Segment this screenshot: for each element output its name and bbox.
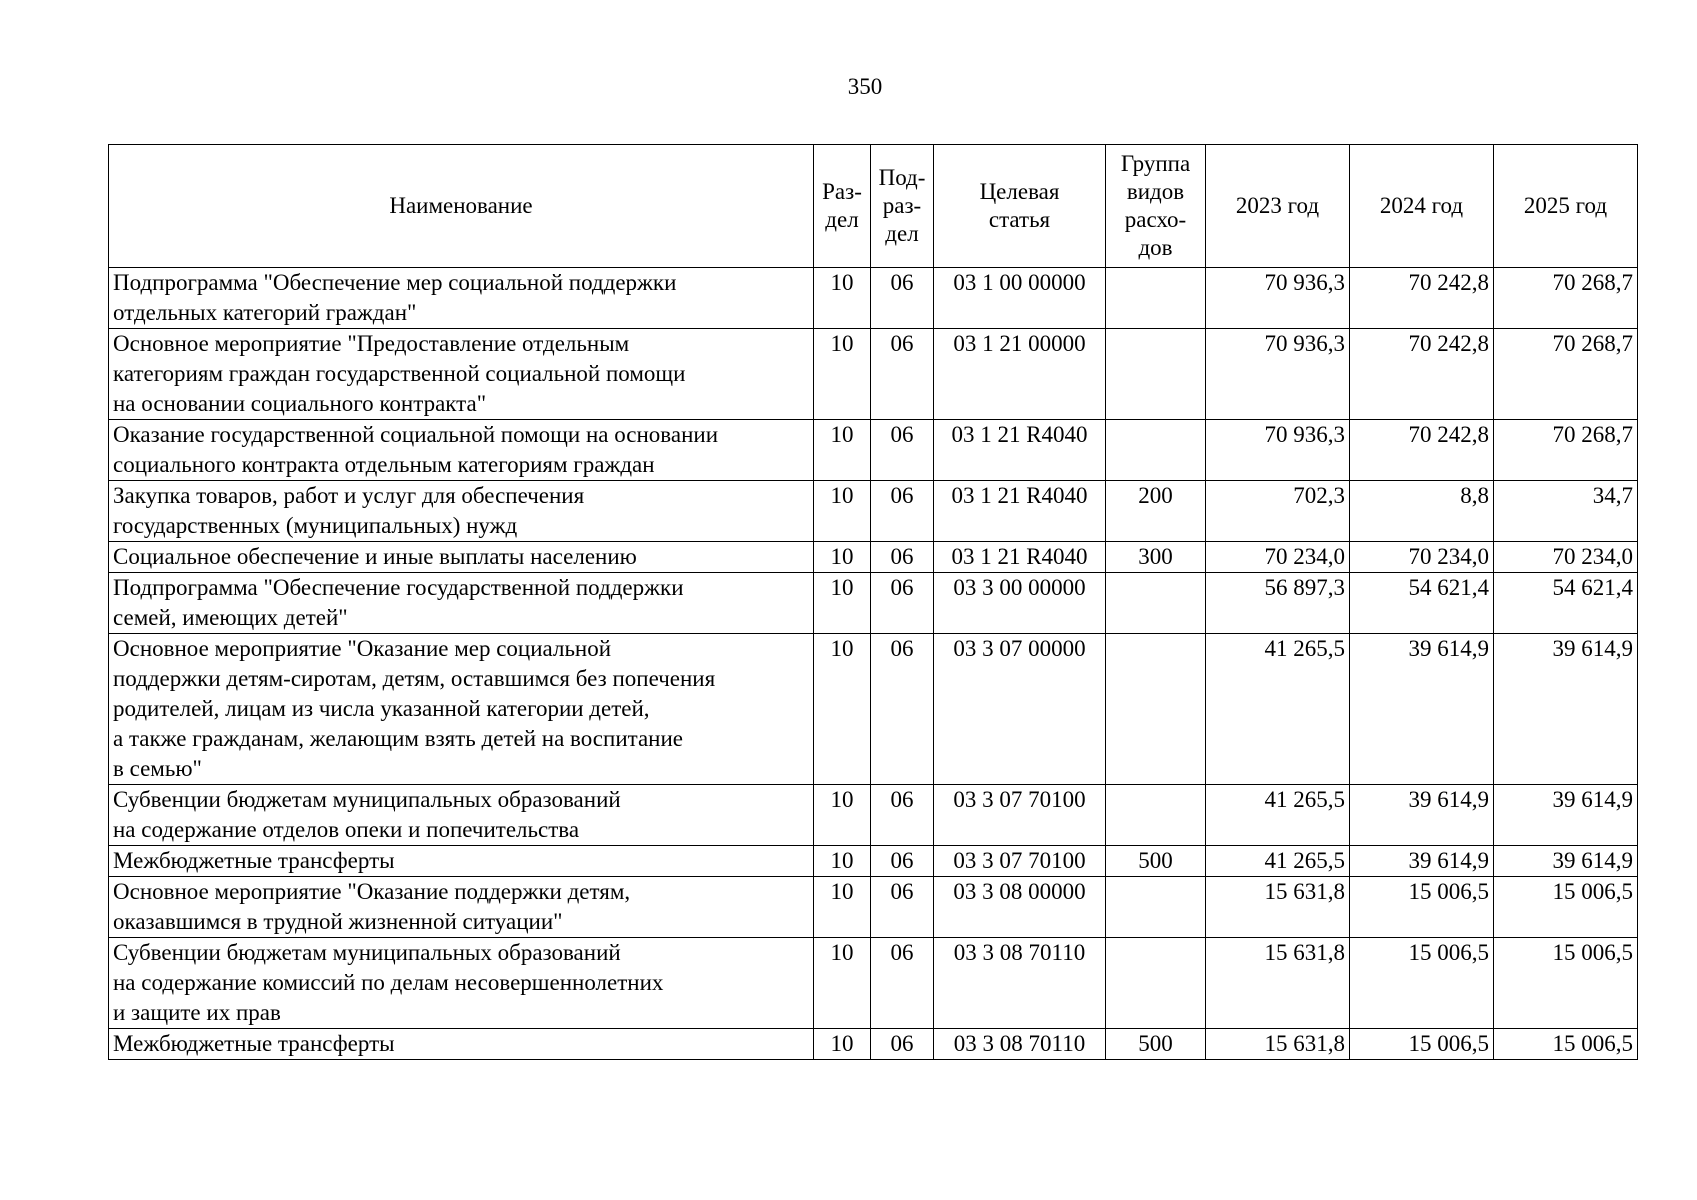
cell-razdel: 10 (814, 481, 871, 542)
cell-name (109, 268, 814, 329)
cell-year-2023: 70 936,3 (1206, 420, 1350, 481)
cell-year-2023: 70 936,3 (1206, 268, 1350, 329)
cell-group (1106, 573, 1206, 634)
cell-razdel: 10 (814, 938, 871, 1029)
cell-name-line: а также гражданам, желающим взять детей на воспитание (113, 726, 684, 751)
cell-name (109, 420, 814, 481)
table-row (109, 481, 1638, 542)
cell-name-line: государственных (муниципальных) нужд (113, 513, 518, 538)
cell-podrazdel: 06 (871, 634, 934, 785)
cell-target: 03 3 07 70100 (934, 846, 1106, 877)
cell-podrazdel: 06 (871, 268, 934, 329)
cell-razdel: 10 (814, 846, 871, 877)
cell-year-2023: 702,3 (1206, 481, 1350, 542)
cell-year-2023: 41 265,5 (1206, 634, 1350, 785)
cell-name-line: Подпрограмма "Обеспечение государственной поддержки (113, 575, 684, 600)
cell-podrazdel: 06 (871, 1029, 934, 1060)
cell-year-2023: 41 265,5 (1206, 785, 1350, 846)
header-name: Наименование (109, 145, 814, 268)
cell-name-line: на содержание комиссий по делам несовершеннолетних (113, 970, 664, 995)
cell-target: 03 3 08 00000 (934, 877, 1106, 938)
cell-target: 03 1 21 R4040 (934, 420, 1106, 481)
cell-target: 03 1 00 00000 (934, 268, 1106, 329)
cell-target: 03 3 00 00000 (934, 573, 1106, 634)
cell-name-line: оказавшимся в трудной жизненной ситуации" (113, 909, 563, 934)
cell-name-line: Социальное обеспечение и иные выплаты населению (113, 544, 637, 569)
cell-year-2025: 70 268,7 (1494, 268, 1638, 329)
header-razdel-line: Раз- (822, 179, 862, 204)
cell-year-2023: 15 631,8 (1206, 877, 1350, 938)
cell-name (109, 573, 814, 634)
cell-year-2023: 41 265,5 (1206, 846, 1350, 877)
cell-name-line: социального контракта отдельным категориям граждан (113, 452, 655, 477)
header-target (934, 145, 1106, 268)
cell-year-2024: 54 621,4 (1350, 573, 1494, 634)
cell-podrazdel: 06 (871, 846, 934, 877)
cell-group (1106, 634, 1206, 785)
cell-name (109, 846, 814, 877)
cell-razdel: 10 (814, 268, 871, 329)
cell-podrazdel: 06 (871, 542, 934, 573)
cell-year-2023: 15 631,8 (1206, 938, 1350, 1029)
cell-name-line: Основное мероприятие "Оказание поддержки детям, (113, 879, 631, 904)
cell-target: 03 3 07 70100 (934, 785, 1106, 846)
cell-group: 300 (1106, 542, 1206, 573)
header-podrazdel-line: раз- (882, 193, 922, 218)
cell-target: 03 3 07 00000 (934, 634, 1106, 785)
cell-group: 500 (1106, 1029, 1206, 1060)
cell-name-line: категориям граждан государственной социальной помощи (113, 361, 686, 386)
header-target-line: Целевая (979, 179, 1060, 204)
cell-year-2025: 70 268,7 (1494, 420, 1638, 481)
cell-year-2025: 39 614,9 (1494, 846, 1638, 877)
header-podrazdel-line: дел (885, 221, 919, 246)
cell-name (109, 1029, 814, 1060)
header-razdel (814, 145, 871, 268)
cell-name-line: поддержки детям-сиротам, детям, оставшимся без попечения (113, 666, 716, 691)
cell-target: 03 1 21 00000 (934, 329, 1106, 420)
cell-group (1106, 938, 1206, 1029)
cell-year-2024: 15 006,5 (1350, 1029, 1494, 1060)
cell-year-2025: 15 006,5 (1494, 1029, 1638, 1060)
header-group-line: Группа (1120, 151, 1191, 176)
table-row (109, 542, 1638, 573)
cell-year-2025: 34,7 (1494, 481, 1638, 542)
cell-name (109, 877, 814, 938)
budget-table (108, 144, 1638, 1060)
cell-name-line: на основании социального контракта" (113, 391, 487, 416)
cell-podrazdel: 06 (871, 420, 934, 481)
cell-name-line: и защите их прав (113, 1000, 281, 1025)
cell-year-2025: 15 006,5 (1494, 877, 1638, 938)
header-podrazdel (871, 145, 934, 268)
cell-razdel: 10 (814, 785, 871, 846)
cell-year-2025: 54 621,4 (1494, 573, 1638, 634)
table-row (109, 268, 1638, 329)
table-header-row (109, 145, 1638, 268)
cell-year-2025: 39 614,9 (1494, 634, 1638, 785)
cell-target: 03 1 21 R4040 (934, 481, 1106, 542)
header-year-2024: 2024 год (1350, 145, 1494, 268)
cell-target: 03 3 08 70110 (934, 938, 1106, 1029)
table-row (109, 877, 1638, 938)
table-row (109, 634, 1638, 785)
cell-name (109, 542, 814, 573)
cell-year-2024: 39 614,9 (1350, 846, 1494, 877)
cell-podrazdel: 06 (871, 573, 934, 634)
cell-group (1106, 877, 1206, 938)
cell-podrazdel: 06 (871, 785, 934, 846)
cell-name-line: Закупка товаров, работ и услуг для обеспечения (113, 483, 585, 508)
cell-year-2024: 8,8 (1350, 481, 1494, 542)
table-row (109, 938, 1638, 1029)
cell-name-line: Межбюджетные трансферты (113, 1031, 395, 1056)
header-group-line: дов (1138, 235, 1173, 260)
cell-group: 200 (1106, 481, 1206, 542)
cell-year-2023: 70 234,0 (1206, 542, 1350, 573)
cell-razdel: 10 (814, 1029, 871, 1060)
cell-year-2024: 70 242,8 (1350, 420, 1494, 481)
header-podrazdel-line: Под- (878, 165, 926, 190)
cell-year-2025: 39 614,9 (1494, 785, 1638, 846)
cell-year-2025: 70 268,7 (1494, 329, 1638, 420)
cell-name-line: Субвенции бюджетам муниципальных образований (113, 787, 621, 812)
cell-podrazdel: 06 (871, 938, 934, 1029)
header-target-line: статья (988, 207, 1051, 232)
cell-name-line: Основное мероприятие "Оказание мер социальной (113, 636, 612, 661)
header-year-2025: 2025 год (1494, 145, 1638, 268)
cell-year-2024: 70 234,0 (1350, 542, 1494, 573)
cell-name-line: семей, имеющих детей" (113, 605, 348, 630)
cell-name (109, 785, 814, 846)
header-group (1106, 145, 1206, 268)
cell-name (109, 938, 814, 1029)
table-row (109, 420, 1638, 481)
cell-name-line: на содержание отделов опеки и попечительства (113, 817, 580, 842)
cell-name-line: отдельных категорий граждан" (113, 300, 417, 325)
cell-name (109, 634, 814, 785)
cell-year-2025: 15 006,5 (1494, 938, 1638, 1029)
cell-group: 500 (1106, 846, 1206, 877)
cell-razdel: 10 (814, 877, 871, 938)
cell-year-2023: 70 936,3 (1206, 329, 1350, 420)
table-body (109, 268, 1638, 1060)
table-row (109, 846, 1638, 877)
cell-name (109, 481, 814, 542)
cell-year-2023: 15 631,8 (1206, 1029, 1350, 1060)
cell-name-line: Основное мероприятие "Предоставление отдельным (113, 331, 630, 356)
cell-podrazdel: 06 (871, 329, 934, 420)
cell-target: 03 3 08 70110 (934, 1029, 1106, 1060)
cell-year-2024: 70 242,8 (1350, 268, 1494, 329)
cell-name-line: Оказание государственной социальной помощи на основании (113, 422, 718, 447)
table-row (109, 785, 1638, 846)
cell-razdel: 10 (814, 420, 871, 481)
cell-podrazdel: 06 (871, 877, 934, 938)
cell-razdel: 10 (814, 329, 871, 420)
cell-name-line: Подпрограмма "Обеспечение мер социальной поддержки (113, 270, 677, 295)
cell-razdel: 10 (814, 542, 871, 573)
cell-year-2024: 39 614,9 (1350, 785, 1494, 846)
cell-razdel: 10 (814, 634, 871, 785)
cell-name-line: Межбюджетные трансферты (113, 848, 395, 873)
table-row (109, 1029, 1638, 1060)
header-razdel-line: дел (825, 207, 859, 232)
header-group-line: видов (1126, 179, 1185, 204)
cell-year-2023: 56 897,3 (1206, 573, 1350, 634)
table-row (109, 329, 1638, 420)
cell-year-2024: 15 006,5 (1350, 938, 1494, 1029)
table-row (109, 573, 1638, 634)
cell-target: 03 1 21 R4040 (934, 542, 1106, 573)
cell-name-line: родителей, лицам из числа указанной категории детей, (113, 696, 650, 721)
cell-year-2024: 39 614,9 (1350, 634, 1494, 785)
cell-name-line: в семью" (113, 756, 202, 781)
page-number: 350 (847, 74, 883, 99)
cell-group (1106, 785, 1206, 846)
cell-name-line: Субвенции бюджетам муниципальных образований (113, 940, 621, 965)
cell-year-2024: 70 242,8 (1350, 329, 1494, 420)
cell-group (1106, 420, 1206, 481)
header-year-2023: 2023 год (1206, 145, 1350, 268)
cell-year-2024: 15 006,5 (1350, 877, 1494, 938)
cell-group (1106, 329, 1206, 420)
cell-razdel: 10 (814, 573, 871, 634)
header-group-line: расхо- (1124, 207, 1187, 232)
cell-group (1106, 268, 1206, 329)
cell-name (109, 329, 814, 420)
cell-year-2025: 70 234,0 (1494, 542, 1638, 573)
cell-podrazdel: 06 (871, 481, 934, 542)
